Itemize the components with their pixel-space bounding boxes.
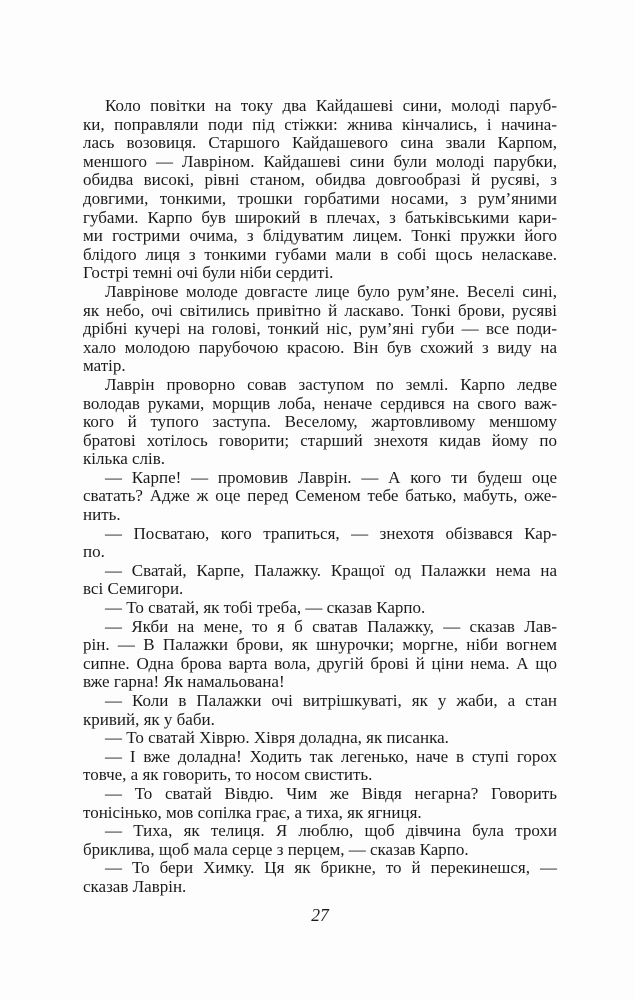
text-line: блідого лиця з тонкими губами мали в собі щось неласкаве. [83,244,557,264]
text-line: Гострі темні очі були ніби сердиті. [83,263,334,283]
text-line: вже гарна! Як намальована! [83,672,285,692]
text-line: ми гострими очима, з блідуватим лицем. Тонкі пружки його [83,226,557,246]
text-line: всі Семигори. [83,579,184,599]
text-line: — Карпе! — промовив Лаврін. — А кого ти будеш оце [105,467,557,487]
text-line: меншого — Лавріном. Кайдашеві сини були молоді парубки, [83,151,557,171]
text-line: — І вже доладна! Ходить так легенько, наче в ступі горох [105,746,557,766]
text-line: володав руками, морщив лоба, неначе сердився на свого важ- [83,393,557,413]
text-line: братові хотілось говорити; старший знехотя кидав йому по [83,430,557,450]
text-line: — Посватаю, кого трапиться, — знехотя обізвався Кар- [105,523,557,543]
text-line: губами. Карпо був широкий в плечах, з батьківськими кари- [83,207,557,227]
text-line: — Коли в Палажки очі витрішкуваті, як у жаби, а стан [105,691,557,710]
text-line: — То сватай Вівдю. Чим же Вівдя негарна? Говорить [105,783,557,803]
text-line: Коло повітки на току два Кайдашеві сини, молоді паруб- [105,96,557,115]
paragraph [83,525,557,562]
text-line: кого й тупого заступа. Веселому, жартовливому меншому [83,412,557,432]
text-line: обидва високі, рівні станом, обидва довгообразі й русяві, з [83,170,557,190]
text-block [83,97,557,897]
text-line: рін. — В Палажки брови, як шнурочки; моргне, ніби вогнем [83,635,557,655]
text-line: кривий, як у баби. [83,709,215,729]
text-line: як небо, очі світились привітно й ласкаво. Тонкі брови, русяві [83,300,557,320]
text-line: нить. [83,505,121,525]
paragraph [83,822,557,859]
paragraph [83,618,557,692]
text-line: ки, поправляли поди під стіжки: жнива кінчались, і начина- [83,114,557,134]
paragraph [83,748,557,785]
text-line: — То сватай Хіврю. Хівря доладна, як писанка. [105,728,449,748]
text-line: — То бери Химку. Ця як брикне, то й перекинешся, — [105,858,557,878]
text-line: — Тиха, як телиця. Я люблю, щоб дівчина була трохи [105,821,557,841]
paragraph [83,97,557,283]
text-line: товче, а як говорить, то носом свистить. [83,765,373,785]
text-line: сватать? Адже ж оце перед Семеном тебе батько, мабуть, оже- [83,486,557,506]
text-line: — Якби на мене, то я б сватав Палажку, — сказав Лав- [105,616,557,636]
paragraph [83,469,557,525]
text-line: по. [83,542,105,562]
page-number: 27 [311,905,329,925]
text-line: Лаврін проворно совав заступом по землі. Карпо ледве [105,374,557,394]
text-line: сипне. Одна брова варта вола, другій брові й ціни нема. А що [83,653,557,673]
text-line: — Сватай, Карпе, Палажку. Кращої од Палажки нема на [105,560,557,580]
text-line: тонісінько, мов сопілка грає, а тиха, як ягниця. [83,802,422,822]
paragraph [83,785,557,822]
text-line: лась возовиця. Старшого Кайдашевого сина звали Карпом, [83,133,557,153]
paragraph [83,599,557,618]
text-line: кілька слів. [83,449,166,469]
text-line: хало молодою парубочою красою. Він був схожий з виду на [83,337,557,357]
paragraph [83,729,557,748]
text-line: довгими, тонкими, трошки горбатими носами, з рум’яними [83,188,557,208]
paragraph [83,859,557,896]
text-line: матір. [83,356,126,376]
text-line: бриклива, щоб мала серце з перцем, — сказав Карпо. [83,839,469,859]
text-line: Лаврінове молоде довгасте лице було рум’яне. Веселі сині, [105,281,557,301]
text-line: сказав Лаврін. [83,876,187,896]
text-line: — То сватай, як тобі треба, — сказав Карпо. [105,598,426,618]
paragraph [83,376,557,469]
paragraph [83,283,557,376]
paragraph [83,562,557,599]
text-line: дрібні кучері на голові, тонкий ніс, рум’яні губи — все поди- [83,319,557,339]
paragraph [83,692,557,729]
